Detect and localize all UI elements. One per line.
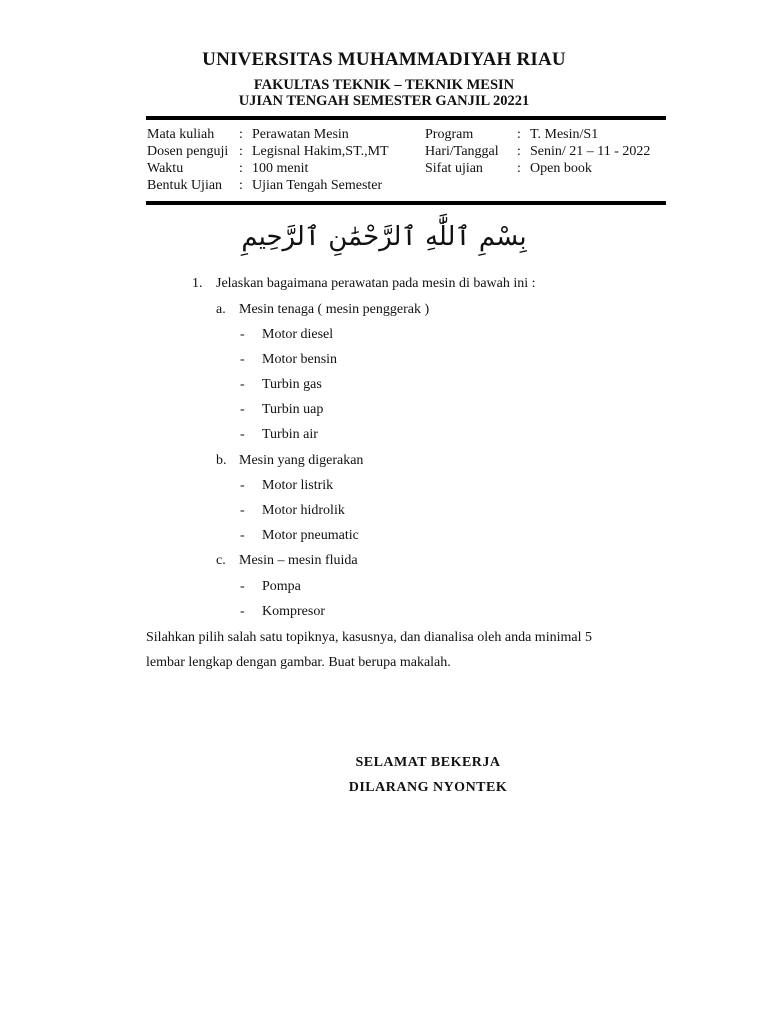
bullet: - xyxy=(240,503,245,518)
info-label-form: Bentuk Ujian xyxy=(147,178,223,193)
list-item: Turbin air xyxy=(262,427,318,442)
closing-line-2: DILARANG NYONTEK xyxy=(348,780,508,795)
info-sep: : xyxy=(517,144,521,159)
university-title: UNIVERSITAS MUHAMMADIYAH RIAU xyxy=(202,49,566,70)
info-label-date: Hari/Tanggal xyxy=(425,144,499,159)
group-marker: a. xyxy=(216,302,226,317)
group-title: Mesin – mesin fluida xyxy=(239,553,358,568)
list-item: Turbin uap xyxy=(262,402,324,417)
list-item: Pompa xyxy=(262,579,301,594)
info-sep: : xyxy=(239,127,243,142)
info-sep: : xyxy=(239,178,243,193)
info-value-course: Perawatan Mesin xyxy=(252,127,349,142)
header-rule-bottom xyxy=(146,201,666,205)
info-value-program: T. Mesin/S1 xyxy=(530,127,599,142)
bullet: - xyxy=(240,327,245,342)
group-marker: b. xyxy=(216,453,227,468)
question-number: 1. xyxy=(192,276,203,291)
list-item: Motor pneumatic xyxy=(262,528,359,543)
info-label-time: Waktu xyxy=(147,161,184,176)
group-marker: c. xyxy=(216,553,226,568)
info-sep: : xyxy=(239,161,243,176)
list-item: Turbin gas xyxy=(262,377,322,392)
info-label-type: Sifat ujian xyxy=(425,161,483,176)
info-value-time: 100 menit xyxy=(252,161,309,176)
list-item: Kompresor xyxy=(262,604,325,619)
question-text: Jelaskan bagaimana perawatan pada mesin di bawah ini : xyxy=(216,276,536,291)
faculty-title: FAKULTAS TEKNIK – TEKNIK MESIN xyxy=(253,77,515,93)
list-item: Motor listrik xyxy=(262,478,334,493)
bullet: - xyxy=(240,604,245,619)
info-value-lecturer: Legisnal Hakim,ST.,MT xyxy=(252,144,389,159)
info-label-course: Mata kuliah xyxy=(147,127,215,142)
bullet: - xyxy=(240,579,245,594)
bullet: - xyxy=(240,352,245,367)
info-value-form: Ujian Tengah Semester xyxy=(252,178,383,193)
list-item: Motor bensin xyxy=(262,352,338,367)
info-sep: : xyxy=(517,161,521,176)
instructions-line-2: lembar lengkap dengan gambar. Buat berupa makalah. xyxy=(146,655,451,670)
exam-title: UJIAN TENGAH SEMESTER GANJIL 20221 xyxy=(238,93,530,109)
bullet: - xyxy=(240,402,245,417)
info-sep: : xyxy=(239,144,243,159)
list-item: Motor hidrolik xyxy=(262,503,345,518)
info-value-date: Senin/ 21 – 11 - 2022 xyxy=(530,144,651,159)
info-label-program: Program xyxy=(425,127,474,142)
bullet: - xyxy=(240,478,245,493)
basmala: بِسْمِ ٱللَّٰهِ ٱلرَّحْمَٰنِ ٱلرَّحِيمِ xyxy=(241,222,527,252)
closing-line-1: SELAMAT BEKERJA xyxy=(355,755,501,770)
bullet: - xyxy=(240,427,245,442)
info-sep: : xyxy=(517,127,521,142)
bullet: - xyxy=(240,528,245,543)
header-rule-top xyxy=(146,116,666,120)
list-item: Motor diesel xyxy=(262,327,334,342)
info-label-lecturer: Dosen penguji xyxy=(147,144,229,159)
info-value-type: Open book xyxy=(530,161,592,176)
group-title: Mesin yang digerakan xyxy=(239,453,364,468)
instructions-line-1: Silahkan pilih salah satu topiknya, kasusnya, dan dianalisa oleh anda minimal 5 xyxy=(146,630,592,645)
bullet: - xyxy=(240,377,245,392)
group-title: Mesin tenaga ( mesin penggerak ) xyxy=(239,302,430,317)
